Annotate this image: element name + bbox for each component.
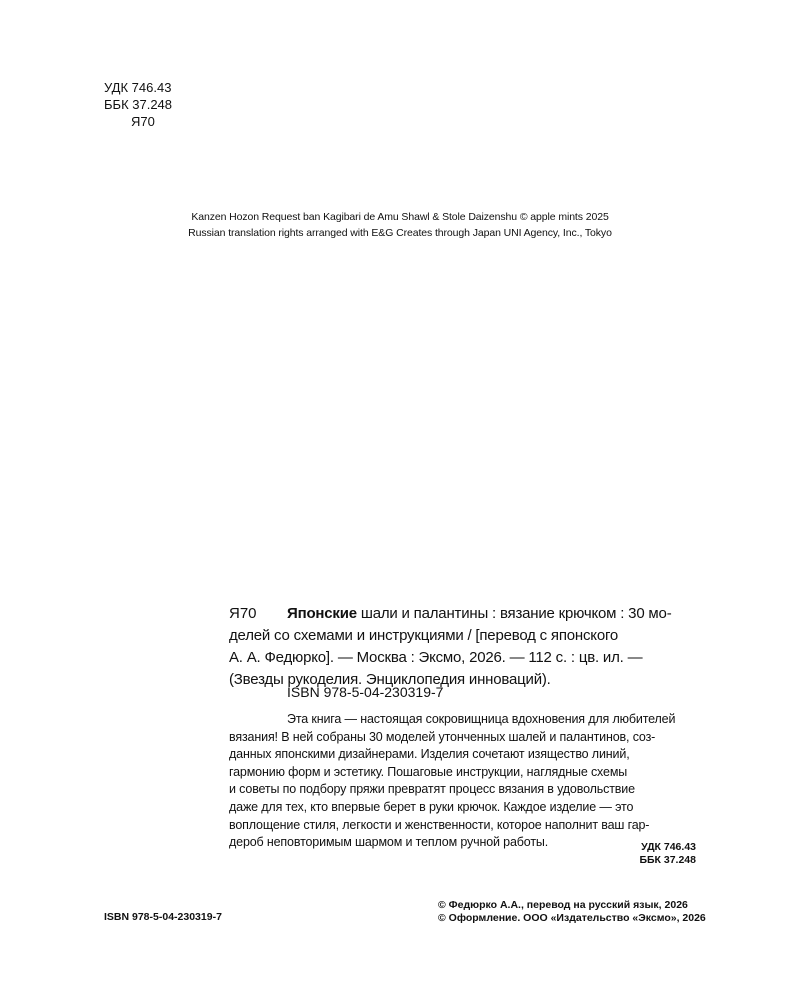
catalog-author-sign: Я70 <box>229 605 257 622</box>
udk-code-bottom: УДК 746.43 <box>641 841 696 853</box>
rights-notice <box>0 209 800 241</box>
translation-rights: Russian translation rights arranged with E&G Creates through Japan UNI Agency, Inc., Tokyo <box>188 227 612 239</box>
catalog-line-1 <box>287 603 697 625</box>
copyright-translation: © Федюрко А.А., перевод на русский язык, 2026 <box>438 899 688 911</box>
catalog-line-4: (Звезды рукоделия. Энциклопедия инноваций). <box>229 671 551 688</box>
classification-block-top <box>104 79 172 130</box>
annotation-line: вязания! В ней собраны 30 моделей утонченных шалей и палантинов, соз- <box>229 729 656 744</box>
catalog-card-first-line <box>287 603 697 625</box>
udk-code: УДК 746.43 <box>104 80 172 95</box>
copyright-design: © Оформление. ООО «Издательство «Эксмо», 2026 <box>438 912 706 924</box>
annotation-line: даже для тех, кто впервые берет в руки крючок. Каждое изделие — это <box>229 799 634 814</box>
bbk-code-bottom: ББК 37.248 <box>639 854 696 866</box>
annotation-line: дероб неповторимым шармом и теплом ручной работы. <box>229 835 549 850</box>
copyright-notices <box>438 899 706 925</box>
annotation-line: и советы по подбору пряжи превратят процесс вязания в удовольствие <box>229 782 635 797</box>
catalog-title-bold: Японские <box>287 605 357 622</box>
footer-isbn: ISBN 978-5-04-230319-7 <box>104 911 222 923</box>
catalog-isbn: ISBN 978-5-04-230319-7 <box>287 684 444 700</box>
catalog-card-body <box>229 625 699 691</box>
author-sign: Я70 <box>131 114 155 129</box>
bbk-code: ББК 37.248 <box>104 97 173 112</box>
catalog-line-2: делей со схемами и инструкциями / [перевод с японского <box>229 627 619 644</box>
classification-block-bottom <box>639 841 696 867</box>
catalog-line-3: А. А. Федюрко]. — Москва : Эксмо, 2026. — 112 с. : цв. ил. — <box>229 649 643 666</box>
catalog-line-1-rest: шали и палантины : вязание крючком : 30 мо- <box>356 605 672 622</box>
annotation-line: воплощение стиля, легкости и женственности, которое наполнит ваш гар- <box>229 817 650 832</box>
annotation <box>229 711 697 852</box>
annotation-line: данных японскими дизайнерами. Изделия сочетают изящество линий, <box>229 747 630 762</box>
annotation-line: гармонию форм и эстетику. Пошаговые инструкции, наглядные схемы <box>229 764 628 779</box>
original-title-copyright: Kanzen Hozon Request ban Kagibari de Amu Shawl & Stole Daizenshu © apple mints 2025 <box>191 211 609 223</box>
annotation-line: Эта книга — настоящая сокровищница вдохновения для любителей <box>287 712 676 726</box>
